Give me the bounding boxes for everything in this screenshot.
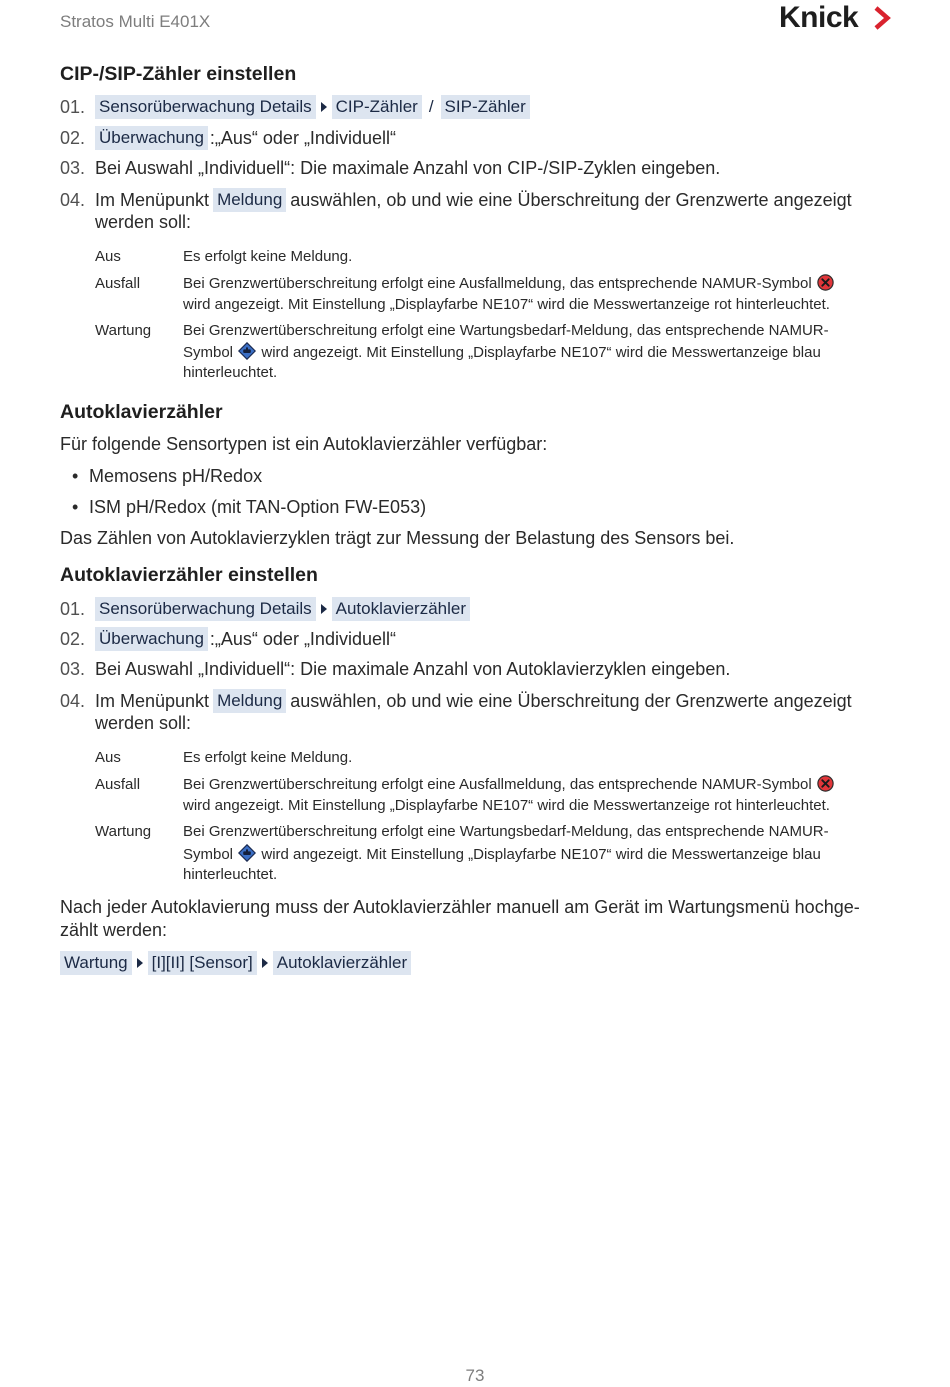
step-row [60, 94, 530, 119]
step-text: :„Aus“ oder „Individuell“ [209, 128, 396, 149]
option-description: Bei Grenzwertüberschreitung erfolgt eine Wartungsbedarf-Meldung, das entsprechende NAMUR- [183, 823, 829, 840]
step-text: auswählen, ob und wie eine Überschreitung der Grenzwerte angezeigt [290, 190, 852, 211]
option-description: wird angezeigt. Mit Einstellung „Displayfarbe NE107“ wird die Messwertanzeige blau [261, 846, 821, 863]
menu-item-monitoring: Überwachung [95, 126, 208, 150]
step-row [60, 688, 852, 713]
list-item [72, 495, 426, 519]
step-row [60, 626, 396, 651]
option-description-continued [183, 844, 821, 865]
menu-item-sip-counter: SIP-Zähler [441, 95, 530, 119]
option-label: Aus [95, 248, 121, 265]
option-row-maintenance [95, 321, 829, 341]
step-text: auswählen, ob und wie eine Überschreitung der Grenzwerte angezeigt [290, 691, 852, 712]
option-description-continued: hinterleuchtet. [183, 866, 278, 883]
list-item-text: Memosens pH/Redox [89, 466, 263, 486]
option-description: Es erfolgt keine Meldung. [183, 248, 353, 265]
option-label: Aus [95, 749, 121, 766]
section-heading-cip-sip: CIP-/SIP-Zähler einstellen [60, 63, 297, 85]
step-text: Bei Auswahl „Individuell“: Die maximale Anzahl von Autoklavierzyklen eingeben. [95, 659, 731, 679]
step-text: Im Menüpunkt [95, 190, 210, 211]
option-row-off [95, 247, 352, 267]
option-description: Es erfolgt keine Meldung. [183, 749, 353, 766]
bullet-marker: • [72, 466, 79, 486]
step-row [60, 657, 730, 681]
step-number: 01. [60, 599, 86, 620]
option-description: Bei Grenzwertüberschreitung erfolgt eine Wartungsbedarf-Meldung, das entsprechende NAMUR- [183, 322, 829, 339]
option-label: Wartung [95, 823, 152, 840]
step-number: 03. [60, 659, 86, 679]
option-description: Bei Grenzwertüberschreitung erfolgt eine Ausfallmeldung, das entsprechende NAMUR-Symbol [183, 275, 812, 292]
option-description: Symbol [183, 846, 234, 863]
logo-wordmark: Knick [779, 1, 859, 34]
step-text: :„Aus“ oder „Individuell“ [209, 629, 396, 650]
menu-item-sensor-monitoring-details: Sensorüberwachung Details [95, 95, 316, 119]
option-description-continued: wird angezeigt. Mit Einstellung „Displayfarbe NE107“ wird die Messwertanzeige rot hinterleuchtet. [183, 797, 830, 814]
step-row [60, 125, 396, 150]
step-text: Bei Auswahl „Individuell“: Die maximale Anzahl von CIP-/SIP-Zyklen eingeben. [95, 158, 721, 178]
option-label: Ausfall [95, 275, 141, 292]
menu-item-autoclave-counter: Autoklavierzähler [332, 597, 470, 621]
triangle-right-icon [262, 958, 268, 968]
menu-alt-separator: / [428, 97, 434, 117]
menu-item-monitoring: Überwachung [95, 627, 208, 651]
menu-item-message: Meldung [213, 188, 286, 212]
namur-maintenance-icon [238, 844, 256, 862]
menu-item-cip-counter: CIP-Zähler [332, 95, 422, 119]
knick-logo [779, 3, 858, 33]
namur-failure-icon [817, 775, 834, 792]
option-description: Symbol [183, 344, 234, 361]
page-number: 73 [465, 1366, 485, 1385]
step-row [60, 187, 852, 212]
paragraph-note: Das Zählen von Autoklavierzyklen trägt zur Messung der Belastung des Sensors bei. [60, 528, 735, 548]
menu-item-sensor-channel: [I][II] [Sensor] [148, 951, 257, 975]
menu-item-maintenance: Wartung [60, 951, 132, 975]
menu-item-message: Meldung [213, 689, 286, 713]
list-item-text: ISM pH/Redox (mit TAN-Option FW-E053) [89, 497, 427, 517]
option-label: Wartung [95, 322, 152, 339]
step-number: 02. [60, 629, 86, 650]
option-row-maintenance [95, 822, 829, 842]
option-description: wird angezeigt. Mit Einstellung „Displayfarbe NE107“ wird die Messwertanzeige blau [261, 344, 821, 361]
step-text-continued: werden soll: [95, 713, 192, 733]
namur-maintenance-icon [238, 342, 256, 360]
step-row [60, 596, 470, 621]
document-title: Stratos Multi E401X [60, 12, 211, 31]
option-label: Ausfall [95, 776, 141, 793]
option-description-continued: wird angezeigt. Mit Einstellung „Displayfarbe NE107“ wird die Messwertanzeige rot hinterleuchtet. [183, 296, 830, 313]
option-row-failure [95, 775, 834, 795]
step-number: 02. [60, 128, 86, 149]
step-number: 01. [60, 97, 86, 118]
step-number: 04. [60, 691, 86, 712]
menu-item-autoclave-counter: Autoklavierzähler [273, 951, 411, 975]
chevron-right-icon [873, 6, 891, 30]
maintenance-menu-path [60, 950, 411, 975]
triangle-right-icon [321, 102, 327, 112]
section-heading-autoclave-setup: Autoklavierzähler einstellen [60, 564, 318, 586]
paragraph-closing: Nach jeder Autoklavierung muss der Autoklavierzähler manuell am Gerät im Wartungsmenü hochge- [60, 897, 860, 917]
option-row-failure [95, 274, 834, 294]
option-description-continued [183, 342, 821, 363]
paragraph-intro: Für folgende Sensortypen ist ein Autoklavierzähler verfügbar: [60, 434, 548, 454]
step-text-continued: werden soll: [95, 212, 192, 232]
step-text: Im Menüpunkt [95, 691, 210, 712]
step-number: 03. [60, 158, 86, 178]
option-description-continued: hinterleuchtet. [183, 364, 278, 381]
triangle-right-icon [321, 604, 327, 614]
step-number: 04. [60, 190, 86, 211]
list-item [72, 464, 262, 488]
triangle-right-icon [137, 958, 143, 968]
option-row-off [95, 748, 352, 768]
bullet-marker: • [72, 497, 79, 517]
namur-failure-icon [817, 274, 834, 291]
option-description: Bei Grenzwertüberschreitung erfolgt eine Ausfallmeldung, das entsprechende NAMUR-Symbol [183, 776, 812, 793]
menu-item-sensor-monitoring-details: Sensorüberwachung Details [95, 597, 316, 621]
step-row [60, 156, 720, 180]
section-heading-autoclave-counter: Autoklavierzähler [60, 401, 223, 423]
paragraph-closing: zählt werden: [60, 920, 168, 940]
